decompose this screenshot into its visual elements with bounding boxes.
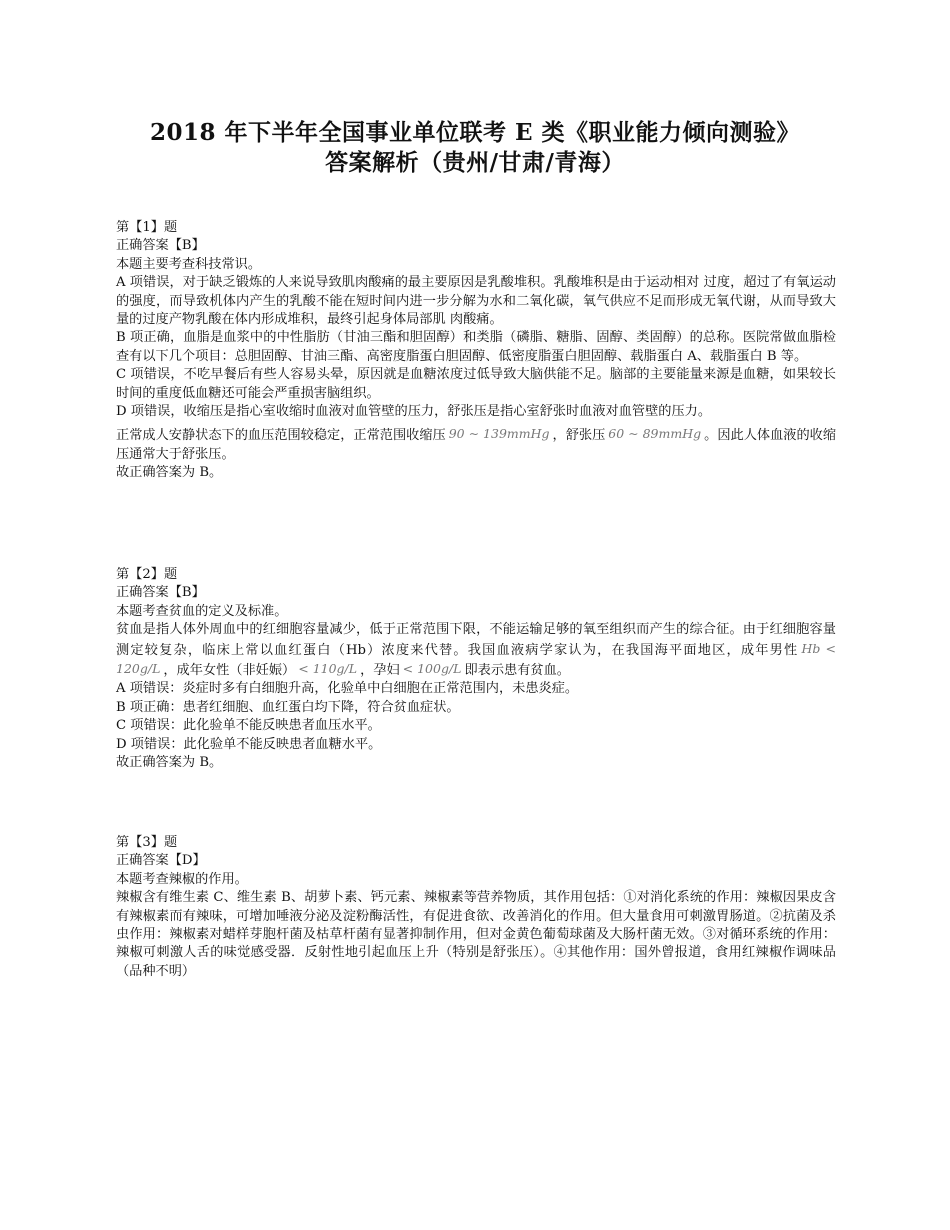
def-text-4: 即表示患有贫血。 [464, 663, 570, 679]
bp-text-1: 正常成人安静状态下的血压范围较稳定，正常范围收缩压 [116, 428, 446, 444]
title-line-2: 答案解析（贵州/甘肃/青海） [325, 149, 625, 176]
question-3-section [116, 834, 836, 981]
question-1-option-b: B 项正确，血脂是血浆中的中性脂肪（甘油三酯和胆固醇）和类脂（磷脂、糖脂、固醇、类固醇）的总称。医院常做血脂检查有以下几个项目：总胆固醇、甘油三酯、高密度脂蛋白胆固醇、低密度脂蛋白胆固醇、载脂蛋白 A、载脂蛋白 B 等。 [116, 330, 836, 364]
question-1-conclusion: 故正确答案为 B。 [116, 465, 223, 481]
question-1-answer: 正确答案【B】 [116, 238, 205, 254]
question-3-heading: 第【3】题 [116, 835, 178, 850]
systolic-range-formula: 90 ∼ 139mmHg [448, 426, 550, 442]
question-1-option-a: A 项错误，对于缺乏锻炼的人来说导致肌肉酸痛的最主要原因是乳酸堆积。乳酸堆积是由于运动相对 过度，超过了有氧运动的强度，而导致机体内产生的乳酸不能在短时间内进一步分解为水和二氧化碳，氧气供应不足而形成无氧代谢，从而导致大量的过度产物乳酸在体内形成堆积，最终引起身体局部肌 肉酸痛。 [116, 275, 836, 328]
def-text-3: ，孕妇 [360, 663, 400, 679]
question-1-topic: 本题主要考查科技常识。 [116, 256, 262, 272]
question-2-definition [116, 621, 836, 680]
pregnant-hb-formula: < 100g/L [402, 661, 462, 677]
question-2-conclusion: 故正确答案为 B。 [116, 755, 223, 771]
question-1-option-d: D 项错误，收缩压是指心室收缩时血液对血管壁的压力，舒张压是指心室舒张时血液对血管壁的压力。 [116, 404, 712, 420]
question-1-blood-pressure-note [116, 425, 836, 464]
question-1-option-c: C 项错误，不吃早餐后有些人容易头晕，原因就是血糖浓度过低导致大脑供能不足。脑部的主要能量来源是血糖，如果较长时间的重度低血糖还可能会严重损害脑组织。 [116, 367, 836, 401]
question-2-topic: 本题考查贫血的定义及标准。 [116, 603, 288, 619]
document-title [100, 118, 850, 178]
bp-text-3: 。因此人体血液的收缩压通常大于舒张压。 [116, 428, 837, 462]
question-2-option-c: C 项错误：此化验单不能反映患者血压水平。 [116, 718, 381, 734]
question-3-body: 辣椒含有维生素 C、维生素 B、胡萝卜素、钙元素、辣椒素等营养物质，其作用包括：①对消化系统的作用：辣椒因果皮含有辣椒素而有辣味，可增加唾液分泌及淀粉酶活性，有促进食欲、改善消化的作用。但大量食用可刺激胃肠道。②抗菌及杀虫作用：辣椒素对蜡样芽胞杆菌及枯草杆菌有显著抑制作用，但对金黄色葡萄球菌及大肠杆菌无效。③对循环系统的作用：辣椒可刺激人舌的味觉感受器．反射性地引起血压上升（特别是舒张压）。④其他作用：国外曾报道，食用红辣椒作调味品（品种不明） [116, 890, 836, 979]
question-3-topic: 本题考查辣椒的作用。 [116, 871, 248, 887]
female-hb-formula: < 110g/L [298, 661, 358, 677]
title-line-1: 2018 年下半年全国事业单位联考 E 类《职业能力倾向测验》 [149, 119, 801, 146]
question-2-option-a: A 项错误：炎症时多有白细胞升高，化验单中白细胞在正常范围内，未患炎症。 [116, 681, 579, 697]
male-hb-formula: Hb < 120g/L [116, 640, 836, 677]
question-1-heading: 第【1】题 [116, 220, 178, 235]
question-2-option-b: B 项正确：患者红细胞、血红蛋白均下降，符合贫血症状。 [116, 699, 460, 715]
def-text-2: ，成年女性（非妊娠） [163, 663, 296, 679]
question-2-answer: 正确答案【B】 [116, 585, 205, 601]
diastolic-range-formula: 60 ∼ 89mmHg [608, 426, 702, 442]
question-1-section [116, 219, 836, 483]
question-2-section [116, 566, 836, 772]
def-text-1: 贫血是指人体外周血中的红细胞容量减少，低于正常范围下限，不能运输足够的氧至组织而产生的综合征。由于红细胞容量测定较复杂，临床上常以血红蛋白（Hb）浓度来代替。我国血液病学家认为，在我国海平面地区，成年男性 [116, 622, 836, 658]
question-3-answer: 正确答案【D】 [116, 853, 206, 869]
question-2-option-d: D 项错误：此化验单不能反映患者血糖水平。 [116, 736, 382, 752]
question-2-heading: 第【2】题 [116, 567, 178, 582]
bp-text-2: ，舒张压 [552, 428, 606, 444]
